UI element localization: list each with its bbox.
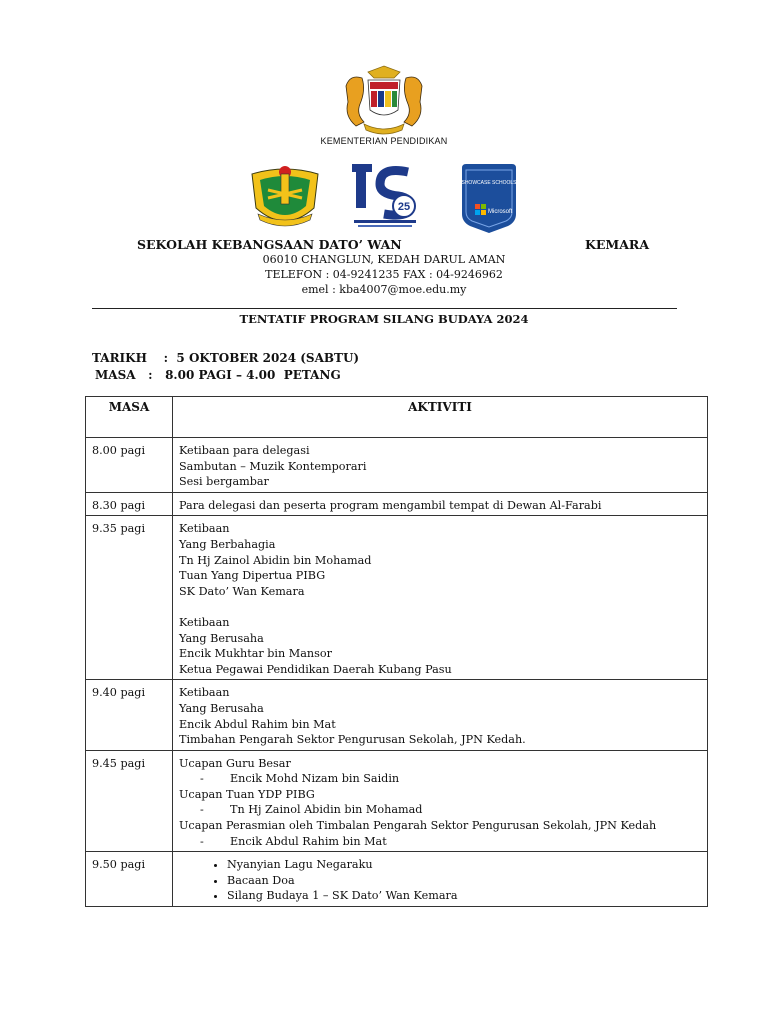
ts-badge-text: 25 xyxy=(397,201,411,213)
table-row xyxy=(86,438,708,493)
showcase-schools-logo xyxy=(458,162,520,234)
header-masa: MASA xyxy=(86,397,173,438)
table-header-row xyxy=(86,397,708,438)
school-name-end: KEMARA xyxy=(585,237,650,252)
ts25-logo xyxy=(350,162,420,232)
activity-line: Tuan Yang Dipertua PIBG xyxy=(179,569,326,583)
row-time: 9.35 pagi xyxy=(86,516,173,680)
coat-of-arms-logo xyxy=(338,64,430,138)
microsoft-text: Microsoft xyxy=(488,209,513,215)
activity-subline xyxy=(179,834,701,850)
activity-line: Yang Berbahagia xyxy=(179,537,276,551)
header-aktiviti: AKTIVITI xyxy=(173,397,708,438)
header-divider xyxy=(92,308,677,309)
row-time: 9.40 pagi xyxy=(86,680,173,750)
activity-line: Ucapan Guru Besar xyxy=(179,756,291,770)
activity-subline xyxy=(179,802,701,818)
school-name: SEKOLAH KEBANGSAAN DATO’ WAN xyxy=(137,237,402,252)
date-line: TARIKH : 5 OKTOBER 2024 (SABTU) xyxy=(92,351,360,365)
activity-bullet: • Bacaan Doa xyxy=(227,873,701,889)
activity-line: Yang Berusaha xyxy=(179,701,264,715)
activity-line: Timbahan Pengarah Sektor Pengurusan Sekolah, JPN Kedah. xyxy=(179,733,526,747)
activity-subline xyxy=(179,771,701,787)
activity-line: Yang Berusaha xyxy=(179,631,264,645)
activity-subline-text: Tn Hj Zainol Abidin bin Mohamad xyxy=(230,803,423,817)
school-crest-logo xyxy=(248,160,322,234)
row-activity xyxy=(173,516,708,680)
table-row xyxy=(86,750,708,852)
activity-line: Ketibaan xyxy=(179,522,230,536)
school-phone: TELEFON : 04-9241235 FAX : 04-9246962 xyxy=(265,268,503,281)
activity-line: Sambutan – Muzik Kontemporari xyxy=(179,459,367,473)
row-activity xyxy=(173,680,708,750)
row-time: 9.50 pagi xyxy=(86,852,173,907)
activity-subline-text: Encik Abdul Rahim bin Mat xyxy=(230,834,387,848)
table-row xyxy=(86,680,708,750)
row-time: 9.45 pagi xyxy=(86,750,173,852)
activity-line: Tn Hj Zainol Abidin bin Mohamad xyxy=(179,553,372,567)
activity-bullet: • Silang Budaya 1 – SK Dato’ Wan Kemara xyxy=(227,888,701,904)
row-activity xyxy=(173,492,708,516)
dash-marker: - xyxy=(200,772,204,786)
showcase-badge-text: SHOWCASE SCHOOLS xyxy=(461,180,517,186)
dash-marker: - xyxy=(200,834,204,848)
activity-line: Para delegasi dan peserta program mengambil tempat di Dewan Al-Farabi xyxy=(179,498,602,512)
activity-line: Ucapan Perasmian oleh Timbalan Pengarah Sektor Pengurusan Sekolah, JPN Kedah xyxy=(179,819,657,833)
activity-line: Encik Mukhtar bin Mansor xyxy=(179,647,332,661)
row-activity xyxy=(173,750,708,852)
activity-line: Ketibaan para delegasi xyxy=(179,444,310,457)
table-row xyxy=(86,852,708,907)
activity-line: Ketua Pegawai Pendidikan Daerah Kubang Pasu xyxy=(179,662,452,676)
activity-bullet: • Nyanyian Lagu Negaraku xyxy=(227,857,701,873)
dash-marker: - xyxy=(200,803,204,817)
activity-line: Ketibaan xyxy=(179,615,230,629)
activity-line: Encik Abdul Rahim bin Mat xyxy=(179,717,336,731)
table-row xyxy=(86,516,708,680)
row-time: 8.30 pagi xyxy=(86,492,173,516)
ministry-name: KEMENTERIAN PENDIDIKAN xyxy=(320,136,448,146)
schedule-table xyxy=(85,396,708,907)
activity-bullet-list xyxy=(179,857,701,904)
activity-line: SK Dato’ Wan Kemara xyxy=(179,584,305,598)
row-activity xyxy=(173,438,708,493)
document-title: TENTATIF PROGRAM SILANG BUDAYA 2024 xyxy=(239,312,529,326)
table-row xyxy=(86,492,708,516)
activity-line: Sesi bergambar xyxy=(179,475,269,489)
row-time: 8.00 pagi xyxy=(86,438,173,493)
time-line: MASA : 8.00 PAGI – 4.00 PETANG xyxy=(95,368,341,382)
activity-line: Ketibaan xyxy=(179,686,230,700)
activity-subline-text: Encik Mohd Nizam bin Saidin xyxy=(230,772,400,786)
activity-line: Ucapan Tuan YDP PIBG xyxy=(179,787,315,801)
school-address: 06010 CHANGLUN, KEDAH DARUL AMAN xyxy=(262,253,506,266)
row-activity xyxy=(173,852,708,907)
blank-line xyxy=(179,599,701,615)
school-email: emel : kba4007@moe.edu.my xyxy=(301,283,467,296)
